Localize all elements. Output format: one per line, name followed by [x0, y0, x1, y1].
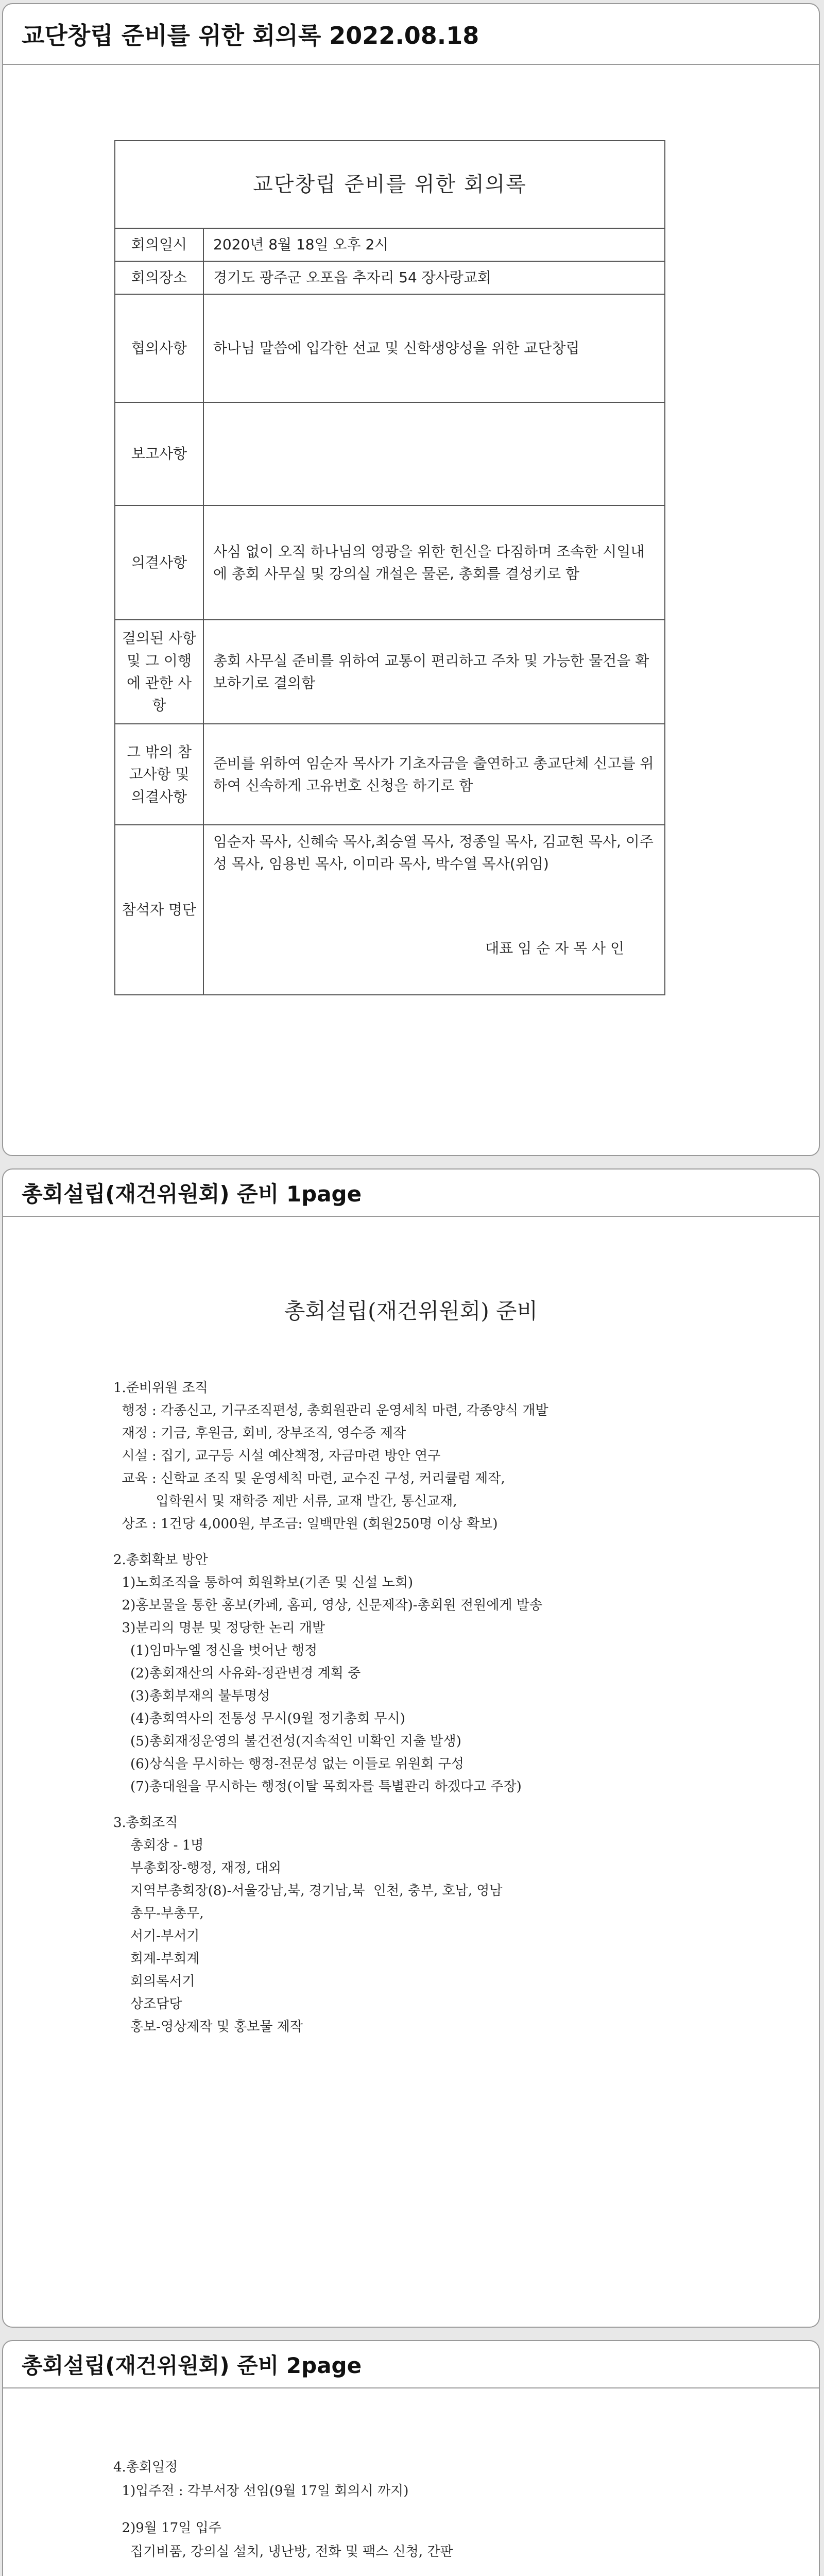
row-value: 2020년 8월 18일 오후 2시 [203, 228, 665, 261]
text-line: 3.총회조직 [113, 1815, 178, 1831]
text-line: (5)총회재정운영의 불건전성(지속적인 미확인 지출 발생) [113, 1734, 461, 1749]
row-label: 의결사항 [115, 505, 203, 620]
row-label: 그 밖의 참고사항 및 의결사항 [115, 724, 203, 825]
text-line: 2)9월 17일 입주 [113, 2520, 221, 2536]
text-line: (3)총회부재의 불투명성 [113, 1688, 270, 1704]
text-line: 입학원서 및 재학증 제반 서류, 교재 발간, 통신교재, [113, 1494, 457, 1509]
row-value: 사심 없이 오직 하나님의 영광을 위한 헌신을 다짐하며 조속한 시일내에 총회 사무실 및 강의실 개설은 물론, 총회를 결성키로 함 [203, 505, 665, 620]
text-line: 4.총회일정 [113, 2460, 178, 2475]
row-value: 경기도 광주군 오포읍 추자리 54 장사랑교회 [203, 261, 665, 294]
text-line: 서기-부서기 [113, 1928, 200, 1944]
text-line: 상조담당 [113, 1996, 182, 2012]
text-line: 시설 : 집기, 교구등 시설 예산책정, 자금마련 방안 연구 [113, 1448, 441, 1464]
text-line: 지역부총회장(8)-서울강남,북, 경기남,북 인천, 충부, 호남, 영남 [113, 1883, 503, 1899]
text-line: 회계-부회계 [113, 1951, 200, 1967]
row-value: 총회 사무실 준비를 위하여 교통이 편리하고 주차 및 가능한 물건을 확보하기로 결의함 [203, 620, 665, 724]
text-line: 상조 : 1건당 4,000원, 부조금: 일백만원 (회원250명 이상 확보) [113, 1516, 498, 1532]
document-page [3, 1217, 819, 2327]
row-value: 하나님 말씀에 입각한 선교 및 신학생양성을 위한 교단창립 [203, 294, 665, 402]
card-header: 교단창립 준비를 위한 회의록 2022.08.18 [3, 4, 819, 65]
text-line: 회의록서기 [113, 1974, 195, 1989]
text-line: 1)노회조직을 통하여 회원확보(기존 및 신설 노회) [113, 1575, 414, 1590]
text-line: 교육 : 신학교 조직 및 운영세칙 마련, 교수진 구성, 커리큘럼 제작, [113, 1471, 505, 1486]
attendees-cell [203, 825, 665, 995]
text-line: 총회장 - 1명 [113, 1838, 204, 1853]
text-line [113, 1798, 548, 1811]
text-line: (7)총대원을 무시하는 행정(이탈 목회자를 특별관리 하겠다고 주장) [113, 1779, 522, 1794]
text-line: 부총회장-행정, 재정, 대외 [113, 1860, 282, 1876]
meeting-minutes-card [2, 3, 820, 1156]
document-title: 교단창립 준비를 위한 회의록 [115, 141, 665, 228]
text-line [113, 2503, 519, 2516]
text-line: 집기비품, 강의실 설치, 냉난방, 전화 및 팩스 신청, 간판 [113, 2544, 453, 2560]
document-title: 총회설립(재건위원회) 준비 [284, 1298, 538, 1324]
text-line: 총무-부총무, [113, 1906, 204, 1921]
text-line: 홍보-영상제작 및 홍보물 제작 [113, 2019, 303, 2035]
text-line: (4)총회역사의 전통성 무시(9월 정기총회 무시) [113, 1711, 405, 1726]
attendees-list: 임순자 목사, 신혜숙 목사,최승열 목사, 정종일 목사, 김교현 목사, 이주성 목사, 임용빈 목사, 이미라 목사, 박수열 목사(위임) [213, 833, 654, 873]
text-line: (1)임마누엘 정신을 벗어난 행정 [113, 1643, 318, 1658]
page2-card [2, 2340, 820, 2576]
text-line: 3)분리의 명분 및 정당한 논리 개발 [113, 1620, 325, 1636]
text-line: (2)총회재산의 사유화-정관변경 계획 중 [113, 1666, 361, 1681]
document-page [3, 2388, 819, 2576]
text-line: 재정 : 기금, 후원금, 회비, 장부조직, 영수증 제작 [113, 1426, 406, 1441]
text-line: 2)홍보물을 통한 홍보(카페, 홈피, 영상, 신문제작)-총회원 전원에게 발송 [113, 1598, 543, 1613]
text-line: 2.총회확보 방안 [113, 1552, 208, 1568]
text-line [113, 1535, 548, 1549]
signature-line: 대표 임 순 자 목 사 인 [485, 939, 624, 957]
text-line: 행정 : 각종신고, 기구조직편성, 총회원관리 운영세칙 마련, 각종양식 개발 [113, 1403, 548, 1418]
card-header: 총회설립(재건위원회) 준비 1page [3, 1170, 819, 1217]
minutes-table [114, 140, 665, 995]
row-value [203, 402, 665, 505]
text-line: 1.준비위원 조직 [113, 1380, 208, 1396]
text-line [113, 2564, 519, 2576]
document-body [113, 2455, 519, 2576]
text-line: 1)입주전 : 각부서장 선임(9월 17일 회의시 까지) [113, 2483, 409, 2499]
row-label: 보고사항 [115, 402, 203, 505]
document-body [113, 1377, 548, 2038]
row-label: 회의일시 [115, 228, 203, 261]
row-value: 준비를 위하여 임순자 목사가 기초자금을 출연하고 총교단체 신고를 위하여 신속하게 고유번호 신청을 하기로 함 [203, 724, 665, 825]
row-label: 결의된 사항 및 그 이행에 관한 사항 [115, 620, 203, 724]
page1-card [2, 1168, 820, 2328]
row-label: 참석자 명단 [115, 825, 203, 995]
row-label: 협의사항 [115, 294, 203, 402]
text-line: (6)상식을 무시하는 행정-전문성 없는 이들로 위원회 구성 [113, 1756, 464, 1772]
row-label: 회의장소 [115, 261, 203, 294]
card-header: 총회설립(재건위원회) 준비 2page [3, 2341, 819, 2388]
